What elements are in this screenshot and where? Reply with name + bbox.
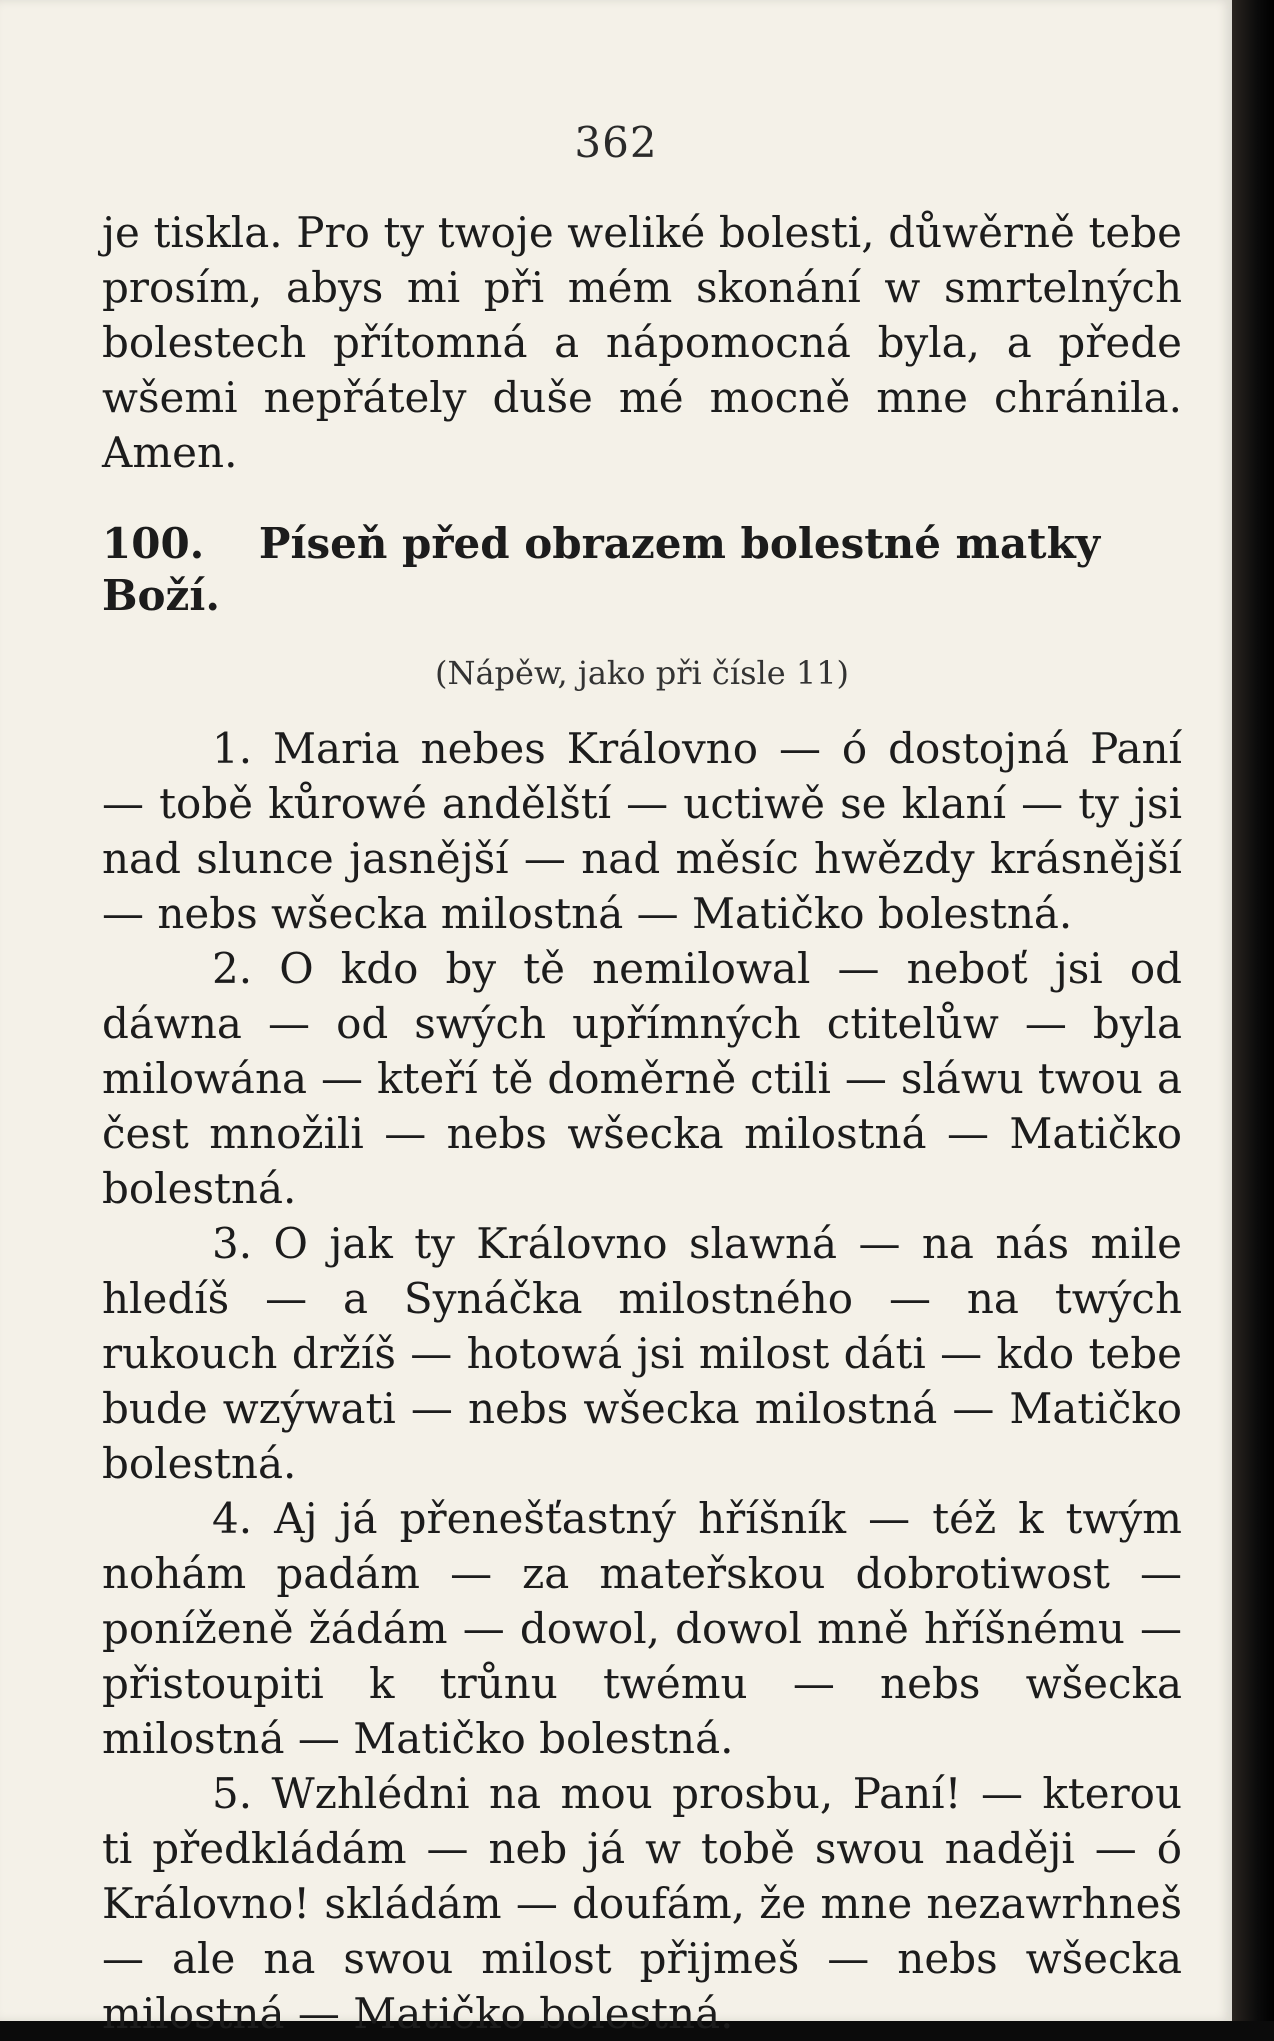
- book-spine-edge: [1232, 0, 1274, 2021]
- verse-text: Aj já přenešťastný hříšník — též k twým nohám padám — za mateřskou dobrotiwost — poníženě žádám — dowol, dowol mně hříšnému — přistoupiti k trůnu twému — nebs wšecka milostná — Matičko bolestná.: [102, 1494, 1182, 1763]
- verse: [102, 1216, 1182, 1491]
- song-number: 100.: [102, 519, 205, 568]
- verse-number: 3.: [212, 1219, 253, 1268]
- song-heading: [102, 518, 1182, 622]
- song-title: Píseň před obrazem bolestné matky Boží.: [102, 519, 1101, 620]
- page-content: [102, 205, 1182, 2041]
- verse-text: O kdo by tě nemilowal — neboť jsi od dáwna — od swých upřímných ctitelůw — byla milowána — kteří tě doměrně ctili — sláwu twou a čest množili — nebs wšecka milostná — Matičko bolestná.: [102, 944, 1182, 1213]
- verse-number: 5.: [212, 1769, 253, 1818]
- verse: [102, 1766, 1182, 2041]
- verse: [102, 721, 1182, 941]
- page-number: 362: [574, 118, 658, 167]
- verse-number: 4.: [212, 1494, 253, 1543]
- verse: [102, 941, 1182, 1216]
- song-tune-note: (Nápěw, jako při čísle 11): [434, 654, 850, 692]
- verse: [102, 1491, 1182, 1766]
- verse-number: 2.: [212, 944, 253, 993]
- verse-text: O jak ty Královno slawná — na nás mile hledíš — a Synáčka milostného — na twých rukouch držíš — hotowá jsi milost dáti — kdo tebe bude wzýwati — nebs wšecka milostná — Matičko bolestná.: [102, 1219, 1182, 1488]
- verse-text: Maria nebes Královno — ó dostojná Paní — tobě kůrowé andělští — uctiwě se klaní — ty jsi nad slunce jasnější — nad měsíc hwězdy krásnější — nebs wšecka milostná — Matičko bolestná.: [102, 724, 1182, 938]
- verse-number: 1.: [212, 724, 253, 773]
- verse-text: Wzhlédni na mou prosbu, Paní! — kterou ti předkládám — neb já w tobě swou naději — ó Královno! skládám — doufám, že mne nezawrhneš — ale na swou milost přijmeš — nebs wšecka milostná — Matičko bolestná.: [102, 1769, 1182, 2038]
- intro-paragraph: je tiskla. Pro ty twoje weliké bolesti, důwěrně tebe prosím, abys mi při mém skonání w smrtelných bolestech přítomná a nápomocná byla, a přede wšemi nepřátely duše mé mocně mne chránila. Amen.: [102, 208, 1182, 477]
